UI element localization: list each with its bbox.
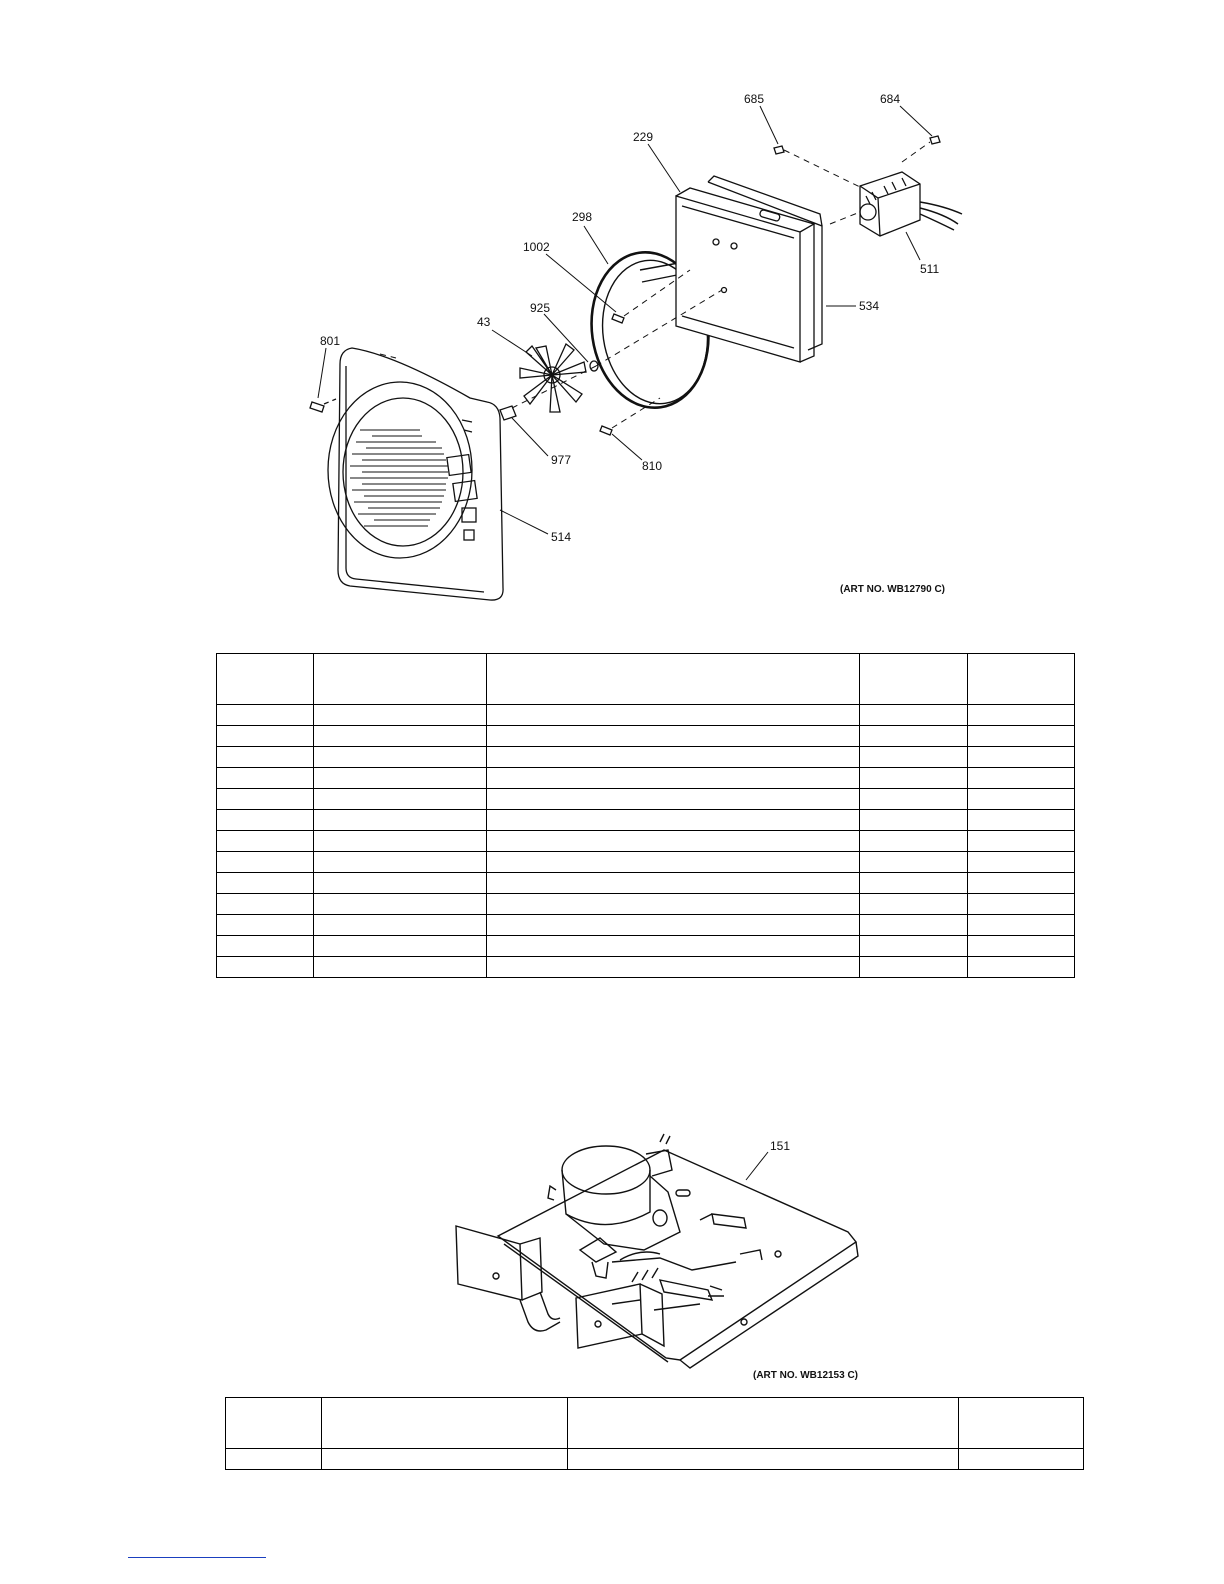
callout-511: 511: [920, 262, 940, 276]
spacer-977: [500, 406, 516, 420]
convection-fan-motor: [860, 172, 962, 236]
callout-1002: 1002: [523, 240, 550, 254]
callout-229: 229: [633, 130, 654, 144]
callout-977: 977: [551, 453, 572, 467]
table-row: [217, 789, 1075, 810]
table-header-row: [226, 1398, 1084, 1449]
callout-925: 925: [530, 301, 551, 315]
parts-table-2: [225, 1397, 1084, 1470]
screw-801: [310, 399, 336, 412]
table-row: [217, 726, 1075, 747]
table-row: [217, 747, 1075, 768]
convection-fan-assembly-diagram: [0, 0, 1224, 640]
table-row: [217, 831, 1075, 852]
table-row: [217, 705, 1075, 726]
table-row: [226, 1449, 1084, 1470]
callout-298: 298: [572, 210, 593, 224]
table-row: [217, 873, 1075, 894]
art-number-1: (ART NO. WB12790 C): [840, 584, 946, 595]
callout-514: 514: [551, 530, 572, 544]
exploded-view-drawing-1: [0, 0, 1224, 640]
callout-685: 685: [744, 92, 765, 106]
fan-cover-panel: [328, 348, 503, 600]
callout-801: 801: [320, 334, 341, 348]
table-row: [217, 915, 1075, 936]
table-row: [217, 894, 1075, 915]
callout-43: 43: [477, 315, 491, 329]
callout-151: 151: [770, 1139, 791, 1153]
callout-534: 534: [859, 299, 880, 313]
footer-link-underline[interactable]: [128, 1557, 266, 1558]
callout-810: 810: [642, 459, 663, 473]
screw-810: [600, 426, 612, 435]
exploded-view-drawing-2: [0, 1120, 1224, 1390]
table-row: [217, 936, 1075, 957]
table-row: [217, 768, 1075, 789]
table-row: [217, 957, 1075, 978]
fan-back-plate: [676, 188, 814, 362]
table-row: [217, 852, 1075, 873]
table-header-row: [217, 654, 1075, 705]
art-number-2: (ART NO. WB12153 C): [753, 1370, 859, 1381]
callout-684: 684: [880, 92, 901, 106]
table-row: [217, 810, 1075, 831]
door-latch-assembly-diagram: [0, 1120, 1224, 1390]
latch-motor: [548, 1134, 680, 1250]
screw-1002: [612, 314, 624, 323]
screw-685: [774, 146, 784, 154]
screw-684: [930, 136, 940, 144]
parts-table-1: [216, 653, 1075, 978]
